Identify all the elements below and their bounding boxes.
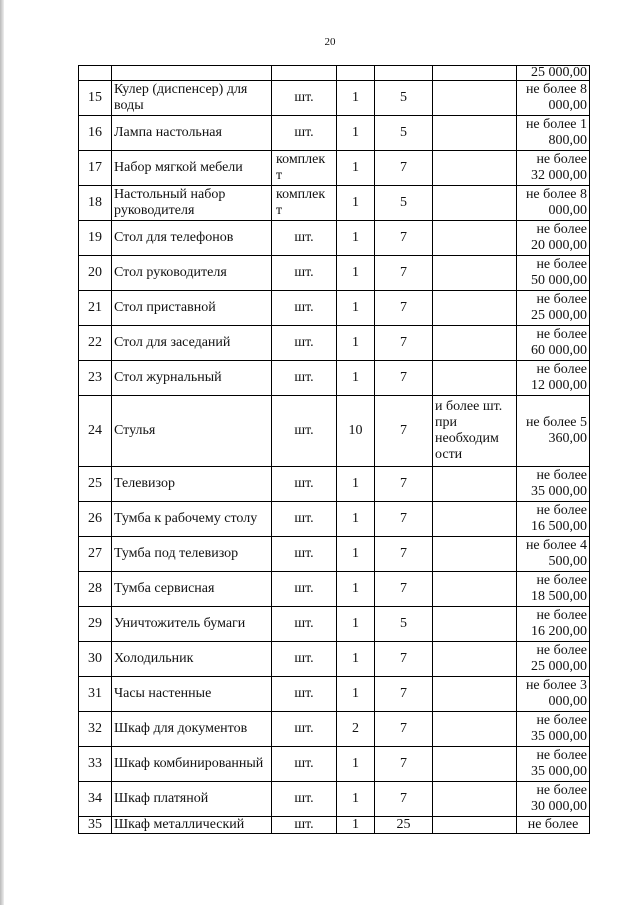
cell-name: Кулер (диспенсер) для воды xyxy=(112,81,272,116)
cell-no: 22 xyxy=(79,326,112,361)
cell-qty: 1 xyxy=(337,537,375,572)
cell-no: 19 xyxy=(79,221,112,256)
table-row xyxy=(79,642,590,677)
cell-unit: шт. xyxy=(272,467,337,502)
cell-qty: 1 xyxy=(337,467,375,502)
cell-unit: шт. xyxy=(272,361,337,396)
cell-unit: шт. xyxy=(272,607,337,642)
cell-unit: шт. xyxy=(272,572,337,607)
cell-name: Уничтожитель бумаги xyxy=(112,607,272,642)
cell-name: Телевизор xyxy=(112,467,272,502)
table-row xyxy=(79,221,590,256)
cell-price: не более 12 000,00 xyxy=(517,361,590,396)
cell-qty: 2 xyxy=(337,712,375,747)
cell-unit: шт. xyxy=(272,116,337,151)
cell-unit: комплек т xyxy=(272,186,337,221)
cell-term: 5 xyxy=(375,186,433,221)
cell-qty: 1 xyxy=(337,747,375,782)
cell-qty: 1 xyxy=(337,572,375,607)
cell-no: 27 xyxy=(79,537,112,572)
table-row-carry-over xyxy=(79,66,590,81)
cell-note xyxy=(433,677,517,712)
cell-unit: шт. xyxy=(272,642,337,677)
cell-term: 7 xyxy=(375,467,433,502)
table-row xyxy=(79,396,590,467)
cell-name: Тумба к рабочему столу xyxy=(112,502,272,537)
cell-term: 5 xyxy=(375,607,433,642)
cell-price: не более 20 000,00 xyxy=(517,221,590,256)
page-number: 20 xyxy=(324,36,336,48)
cell-price: не более 8 000,00 xyxy=(517,186,590,221)
table-row xyxy=(79,747,590,782)
cell-term xyxy=(375,66,433,81)
cell-no: 31 xyxy=(79,677,112,712)
cell-price: не более 50 000,00 xyxy=(517,256,590,291)
cell-no: 30 xyxy=(79,642,112,677)
cell-price: не более 32 000,00 xyxy=(517,151,590,186)
cell-note xyxy=(433,256,517,291)
cell-qty: 1 xyxy=(337,116,375,151)
cell-price: не более 1 800,00 xyxy=(517,116,590,151)
cell-unit: шт. xyxy=(272,396,337,467)
cell-name: Тумба сервисная xyxy=(112,572,272,607)
cell-no: 26 xyxy=(79,502,112,537)
cell-price: не более 5 360,00 xyxy=(517,396,590,467)
cell-term: 7 xyxy=(375,151,433,186)
cell-note xyxy=(433,782,517,817)
cell-qty: 10 xyxy=(337,396,375,467)
cell-price: 25 000,00 xyxy=(517,66,590,81)
cell-name: Шкаф для документов xyxy=(112,712,272,747)
cell-term: 7 xyxy=(375,221,433,256)
cell-unit: шт. xyxy=(272,221,337,256)
table-row xyxy=(79,537,590,572)
cell-note xyxy=(433,537,517,572)
cell-note xyxy=(433,712,517,747)
cell-qty: 1 xyxy=(337,642,375,677)
cell-note: и более шт. при необходим ости xyxy=(433,396,517,467)
cell-name: Холодильник xyxy=(112,642,272,677)
table-row xyxy=(79,712,590,747)
table-row xyxy=(79,677,590,712)
cell-qty: 1 xyxy=(337,817,375,834)
cell-no: 35 xyxy=(79,817,112,834)
cell-note xyxy=(433,642,517,677)
cell-unit: шт. xyxy=(272,677,337,712)
cell-term: 7 xyxy=(375,291,433,326)
cell-term: 5 xyxy=(375,116,433,151)
cell-note xyxy=(433,186,517,221)
cell-note xyxy=(433,572,517,607)
cell-unit: шт. xyxy=(272,747,337,782)
cell-no: 15 xyxy=(79,81,112,116)
cell-no: 17 xyxy=(79,151,112,186)
cell-price: не более 18 500,00 xyxy=(517,572,590,607)
cell-price: не более 3 000,00 xyxy=(517,677,590,712)
cell-note xyxy=(433,116,517,151)
table-row xyxy=(79,782,590,817)
cell-note xyxy=(433,291,517,326)
furniture-norms-table xyxy=(78,65,590,834)
cell-note xyxy=(433,817,517,834)
cell-note xyxy=(433,151,517,186)
cell-price: не более xyxy=(517,817,590,834)
cell-term: 7 xyxy=(375,712,433,747)
cell-price: не более 16 500,00 xyxy=(517,502,590,537)
table-row xyxy=(79,151,590,186)
cell-unit: шт. xyxy=(272,81,337,116)
table-row xyxy=(79,116,590,151)
cell-qty: 1 xyxy=(337,782,375,817)
cell-name: Лампа настольная xyxy=(112,116,272,151)
cell-name: Набор мягкой мебели xyxy=(112,151,272,186)
cell-unit: шт. xyxy=(272,502,337,537)
cell-name: Тумба под телевизор xyxy=(112,537,272,572)
cell-qty: 1 xyxy=(337,151,375,186)
table-row xyxy=(79,817,590,834)
cell-term: 7 xyxy=(375,361,433,396)
cell-unit: шт. xyxy=(272,256,337,291)
cell-note xyxy=(433,326,517,361)
cell-name: Часы настенные xyxy=(112,677,272,712)
cell-no: 34 xyxy=(79,782,112,817)
cell-no: 25 xyxy=(79,467,112,502)
cell-unit: шт. xyxy=(272,291,337,326)
cell-no: 29 xyxy=(79,607,112,642)
cell-unit xyxy=(272,66,337,81)
cell-name: Шкаф платяной xyxy=(112,782,272,817)
cell-qty: 1 xyxy=(337,256,375,291)
cell-no: 23 xyxy=(79,361,112,396)
cell-term: 7 xyxy=(375,502,433,537)
cell-term: 7 xyxy=(375,396,433,467)
cell-term: 25 xyxy=(375,817,433,834)
cell-qty: 1 xyxy=(337,81,375,116)
cell-unit: комплек т xyxy=(272,151,337,186)
cell-term: 7 xyxy=(375,572,433,607)
cell-no: 24 xyxy=(79,396,112,467)
cell-unit: шт. xyxy=(272,817,337,834)
cell-unit: шт. xyxy=(272,782,337,817)
cell-term: 7 xyxy=(375,782,433,817)
cell-name: Стол приставной xyxy=(112,291,272,326)
table-row xyxy=(79,467,590,502)
cell-qty: 1 xyxy=(337,361,375,396)
cell-price: не более 35 000,00 xyxy=(517,747,590,782)
cell-price: не более 4 500,00 xyxy=(517,537,590,572)
cell-qty: 1 xyxy=(337,186,375,221)
cell-price: не более 25 000,00 xyxy=(517,642,590,677)
cell-term: 7 xyxy=(375,677,433,712)
cell-term: 7 xyxy=(375,537,433,572)
cell-name xyxy=(112,66,272,81)
cell-no: 32 xyxy=(79,712,112,747)
cell-term: 5 xyxy=(375,81,433,116)
table-row xyxy=(79,361,590,396)
cell-note xyxy=(433,66,517,81)
cell-note xyxy=(433,607,517,642)
cell-no: 21 xyxy=(79,291,112,326)
cell-note xyxy=(433,221,517,256)
cell-term: 7 xyxy=(375,326,433,361)
cell-name: Стулья xyxy=(112,396,272,467)
cell-no: 28 xyxy=(79,572,112,607)
cell-price: не более 35 000,00 xyxy=(517,712,590,747)
cell-qty: 1 xyxy=(337,607,375,642)
cell-term: 7 xyxy=(375,642,433,677)
cell-no: 16 xyxy=(79,116,112,151)
cell-qty xyxy=(337,66,375,81)
cell-price: не более 60 000,00 xyxy=(517,326,590,361)
cell-name: Стол для заседаний xyxy=(112,326,272,361)
cell-name: Стол журнальный xyxy=(112,361,272,396)
cell-no: 33 xyxy=(79,747,112,782)
cell-name: Шкаф металлический xyxy=(112,817,272,834)
cell-note xyxy=(433,747,517,782)
cell-term: 7 xyxy=(375,747,433,782)
cell-name: Настольный набор руководителя xyxy=(112,186,272,221)
table-row xyxy=(79,186,590,221)
table-row xyxy=(79,291,590,326)
cell-unit: шт. xyxy=(272,326,337,361)
table-row xyxy=(79,607,590,642)
cell-qty: 1 xyxy=(337,221,375,256)
scan-page-edge xyxy=(0,0,4,905)
cell-no: 20 xyxy=(79,256,112,291)
cell-qty: 1 xyxy=(337,291,375,326)
table-row xyxy=(79,326,590,361)
table-row xyxy=(79,572,590,607)
cell-name: Стол руководителя xyxy=(112,256,272,291)
cell-price: не более 35 000,00 xyxy=(517,467,590,502)
cell-qty: 1 xyxy=(337,502,375,537)
cell-unit: шт. xyxy=(272,712,337,747)
cell-note xyxy=(433,502,517,537)
cell-term: 7 xyxy=(375,256,433,291)
cell-price: не более 8 000,00 xyxy=(517,81,590,116)
cell-note xyxy=(433,81,517,116)
cell-no xyxy=(79,66,112,81)
cell-no: 18 xyxy=(79,186,112,221)
cell-name: Шкаф комбинированный xyxy=(112,747,272,782)
cell-price: не более 16 200,00 xyxy=(517,607,590,642)
cell-price: не более 25 000,00 xyxy=(517,291,590,326)
table-row xyxy=(79,502,590,537)
cell-unit: шт. xyxy=(272,537,337,572)
cell-qty: 1 xyxy=(337,326,375,361)
cell-note xyxy=(433,361,517,396)
cell-note xyxy=(433,467,517,502)
cell-price: не более 30 000,00 xyxy=(517,782,590,817)
cell-name: Стол для телефонов xyxy=(112,221,272,256)
cell-qty: 1 xyxy=(337,677,375,712)
table-row xyxy=(79,81,590,116)
table-row xyxy=(79,256,590,291)
